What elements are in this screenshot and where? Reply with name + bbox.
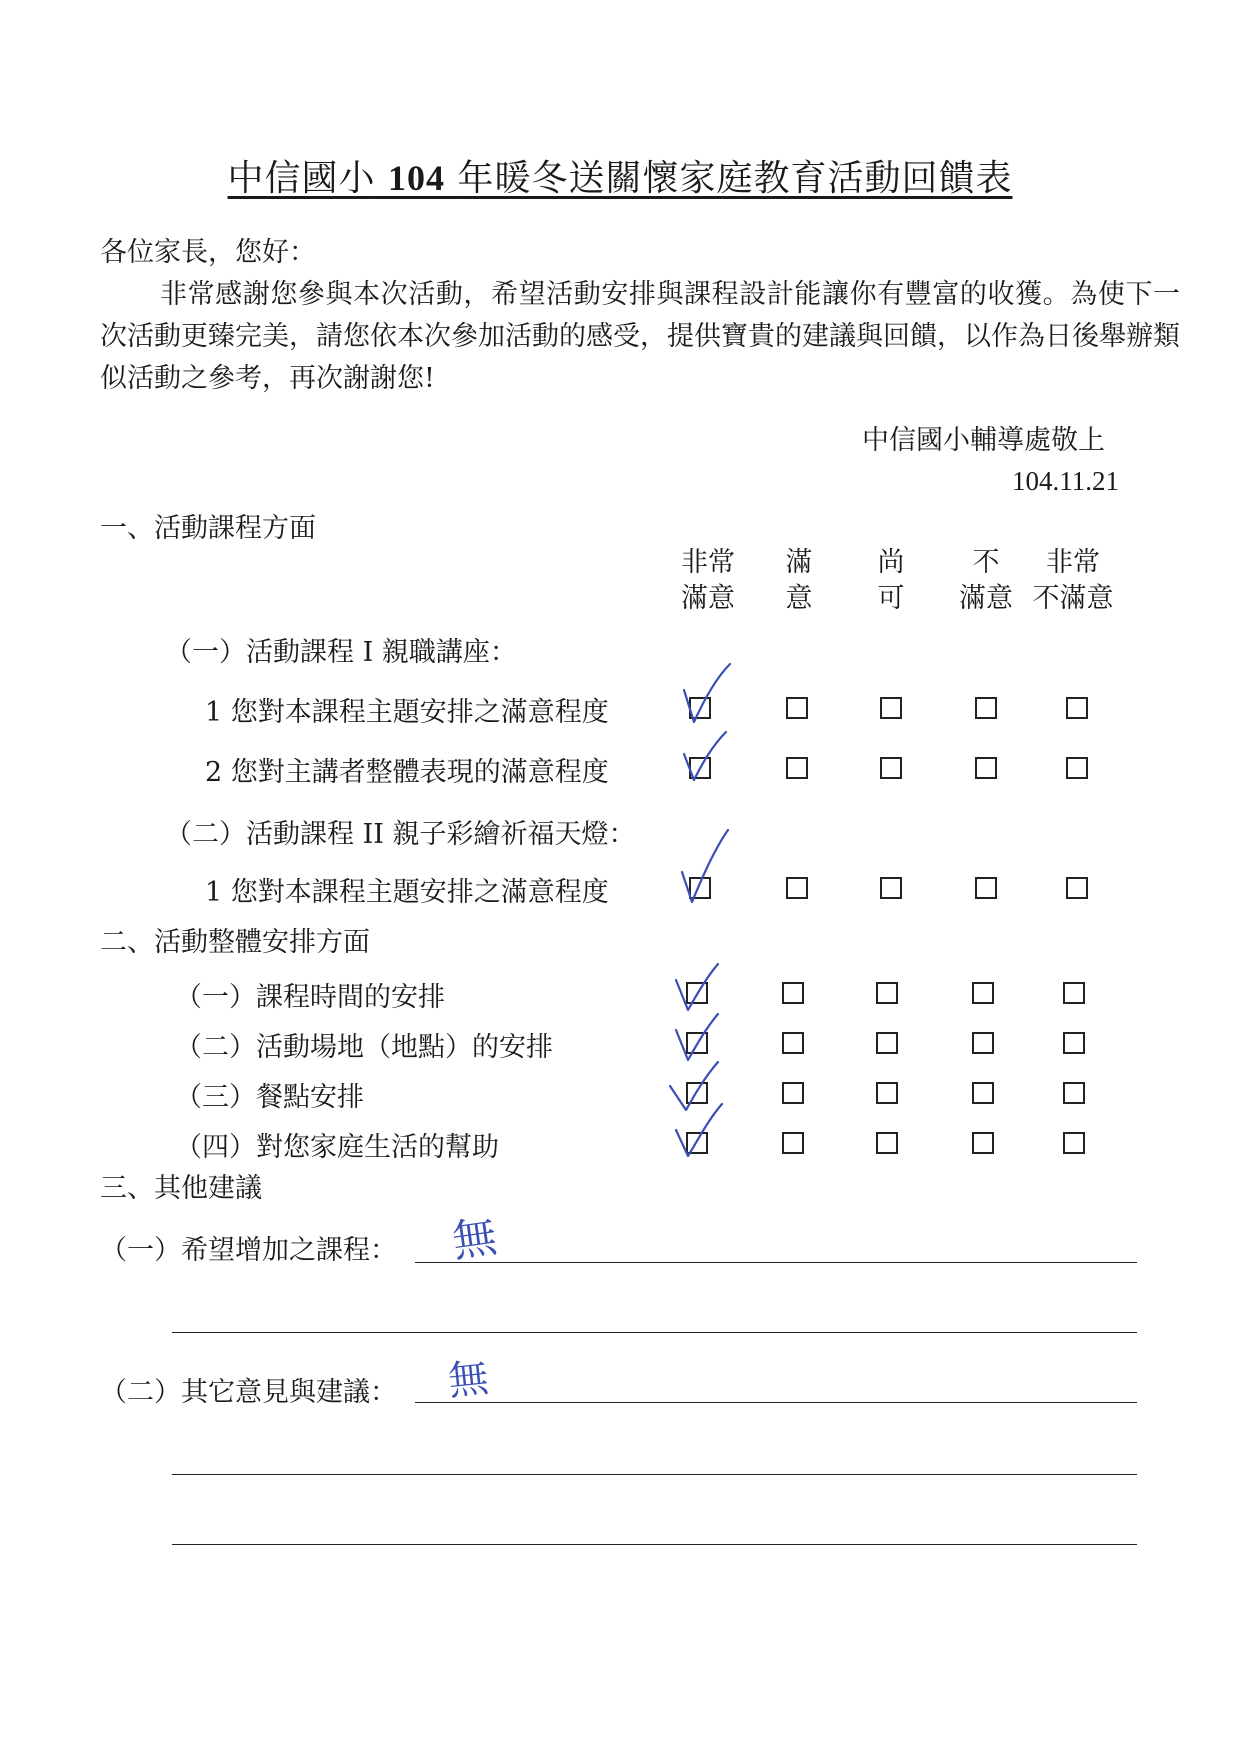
col-header-satisfied: 滿 意 — [785, 547, 813, 614]
signature: 中信國小輔導處敬上 — [862, 425, 1105, 456]
rating-checkbox-acceptable[interactable] — [876, 982, 898, 1004]
rating-checkbox-satisfied[interactable] — [782, 1082, 804, 1104]
section1-sub1-heading: （一）活動課程 I 親職講座： — [165, 637, 517, 668]
rating-checkbox-very-dissatisfied[interactable] — [1066, 877, 1088, 899]
handwritten-checkmark — [672, 960, 732, 1016]
question-label: （三）餐點安排 — [175, 1082, 364, 1113]
rating-checkbox-very-dissatisfied[interactable] — [1063, 1082, 1085, 1104]
suggestion-label-courses: （一）希望增加之課程： — [100, 1235, 397, 1266]
intro-paragraph: 非常感謝您參與本次活動，希望活動安排與課程設計能讓你有豐富的收獲。為使下一次活動更臻完美，請您依本次參加活動的感受，提供寶貴的建議與回饋，以作為日後舉辦類似活動之參考，再次謝謝您! — [100, 279, 1180, 394]
answer-line[interactable] — [172, 1332, 1137, 1333]
rating-checkbox-dissatisfied[interactable] — [972, 1082, 994, 1104]
col-header-dissatisfied: 不 滿意 — [959, 547, 1013, 614]
rating-checkbox-satisfied[interactable] — [782, 1132, 804, 1154]
signature-date: 104.11.21 — [1012, 466, 1119, 496]
rating-checkbox-dissatisfied[interactable] — [975, 877, 997, 899]
section1-heading: 一、活動課程方面 — [100, 513, 316, 544]
handwritten-checkmark — [678, 826, 738, 906]
question-label: 1 您對本課程主題安排之滿意程度 — [205, 877, 609, 908]
rating-checkbox-very-dissatisfied[interactable] — [1063, 1132, 1085, 1154]
rating-checkbox-dissatisfied[interactable] — [972, 1032, 994, 1054]
answer-line[interactable] — [172, 1544, 1137, 1545]
answer-line[interactable] — [172, 1474, 1137, 1475]
rating-checkbox-acceptable[interactable] — [876, 1082, 898, 1104]
question-label: 2 您對主講者整體表現的滿意程度 — [205, 757, 609, 788]
question-label: 1 您對本課程主題安排之滿意程度 — [205, 697, 609, 728]
rating-checkbox-satisfied[interactable] — [786, 877, 808, 899]
question-label: （四）對您家庭生活的幫助 — [175, 1132, 499, 1163]
handwritten-answer: 無 — [446, 1355, 491, 1405]
rating-checkbox-very-dissatisfied[interactable] — [1063, 982, 1085, 1004]
rating-checkbox-satisfied[interactable] — [786, 697, 808, 719]
rating-checkbox-satisfied[interactable] — [786, 757, 808, 779]
rating-checkbox-acceptable[interactable] — [880, 877, 902, 899]
question-label: （二）活動場地（地點）的安排 — [175, 1032, 553, 1063]
answer-line[interactable] — [415, 1402, 1137, 1403]
rating-checkbox-satisfied[interactable] — [782, 1032, 804, 1054]
question-label: （一）課程時間的安排 — [175, 982, 445, 1013]
rating-checkbox-dissatisfied[interactable] — [975, 757, 997, 779]
rating-checkbox-very-dissatisfied[interactable] — [1066, 757, 1088, 779]
rating-checkbox-satisfied[interactable] — [782, 982, 804, 1004]
col-header-very-dissatisfied: 非常 不滿意 — [1032, 547, 1114, 614]
col-header-very-satisfied: 非常 滿意 — [681, 547, 735, 614]
section1-sub2-heading: （二）活動課程 II 親子彩繪祈福天燈： — [165, 819, 636, 850]
answer-line[interactable] — [415, 1262, 1137, 1263]
col-header-acceptable: 尚 可 — [877, 547, 905, 614]
rating-checkbox-dissatisfied[interactable] — [975, 697, 997, 719]
section3-heading: 三、其他建議 — [100, 1173, 262, 1204]
rating-checkbox-acceptable[interactable] — [876, 1032, 898, 1054]
rating-checkbox-acceptable[interactable] — [880, 697, 902, 719]
handwritten-answer: 無 — [449, 1211, 500, 1268]
rating-checkbox-very-dissatisfied[interactable] — [1063, 1032, 1085, 1054]
handwritten-checkmark — [680, 728, 740, 788]
rating-checkbox-acceptable[interactable] — [876, 1132, 898, 1154]
suggestion-label-other: （二）其它意見與建議： — [100, 1377, 397, 1408]
section2-heading: 二、活動整體安排方面 — [100, 927, 370, 958]
form-title: 中信國小 104 年暖冬送關懷家庭教育活動回饋表 — [227, 158, 1013, 199]
handwritten-checkmark — [680, 660, 740, 732]
rating-checkbox-dissatisfied[interactable] — [972, 982, 994, 1004]
greeting: 各位家長，您好： — [100, 237, 316, 268]
rating-checkbox-very-dissatisfied[interactable] — [1066, 697, 1088, 719]
rating-checkbox-acceptable[interactable] — [880, 757, 902, 779]
handwritten-checkmark — [672, 1100, 732, 1162]
rating-checkbox-dissatisfied[interactable] — [972, 1132, 994, 1154]
